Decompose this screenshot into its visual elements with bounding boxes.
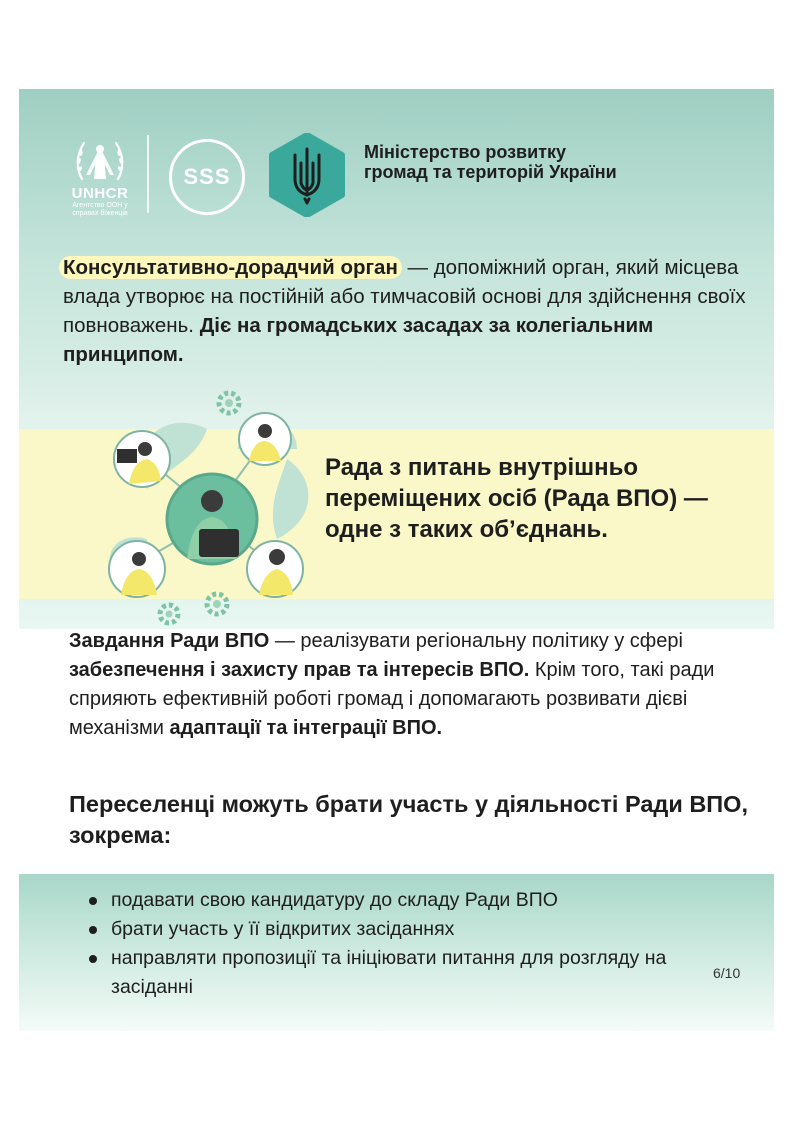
intro-paragraph — [63, 253, 763, 369]
unhcr-emblem-icon — [72, 135, 128, 183]
sss-label: SSS — [183, 164, 231, 189]
page-number: 6/10 — [713, 965, 741, 981]
tasks-text-2: Крім того, такі ради сприяють ефективній роботі громад і допомагають розвивати дієві механізми — [69, 659, 715, 739]
unhcr-subtitle: Агентство ООН у справах біженців — [72, 202, 128, 217]
intro-term: Консультативно-дорадчий орган — [59, 256, 402, 279]
unhcr-logo — [59, 135, 141, 218]
tasks-bold-2: адаптації та інтеграції ВПО. — [169, 717, 443, 739]
logo-divider — [147, 135, 149, 213]
intro-principle: Діє на громадських засадах за колегіальним принципом. — [63, 314, 654, 366]
participation-heading: Переселенці можуть брати участь у діяльності Ради ВПО, зокрема: — [69, 791, 748, 848]
participation-list — [89, 886, 689, 1002]
poster — [19, 89, 774, 1031]
highlight-text: Рада з питань внутрішньо переміщених осіб (Рада ВПО) — одне з таких об’єднань. — [325, 454, 708, 543]
list-item: направляти пропозиції та ініціювати питання для розгляду на засіданні — [89, 944, 689, 1002]
list-item: подавати свою кандидатуру до складу Ради ВПО — [89, 886, 689, 915]
list-item: брати участь у її відкритих засіданнях — [89, 915, 689, 944]
network-illustration — [87, 389, 327, 629]
ministry-logo — [265, 133, 349, 217]
intro-definition: — допоміжний орган, який місцева влада утворює на постійній або тимчасовій основі для здійснення своїх повноважень. — [63, 256, 746, 337]
tasks-paragraph — [69, 627, 759, 743]
ministry-name: Міністерство розвитку громад та територій України — [364, 142, 617, 182]
tasks-bold-1: забезпечення і захисту прав та інтересів ВПО. — [69, 659, 530, 681]
unhcr-name: UNHCR — [71, 185, 129, 202]
tasks-subject: Завдання Ради ВПО — [69, 630, 270, 652]
sss-logo — [169, 139, 245, 215]
tasks-text-1: — реалізувати регіональну політику у сфері — [269, 630, 683, 652]
